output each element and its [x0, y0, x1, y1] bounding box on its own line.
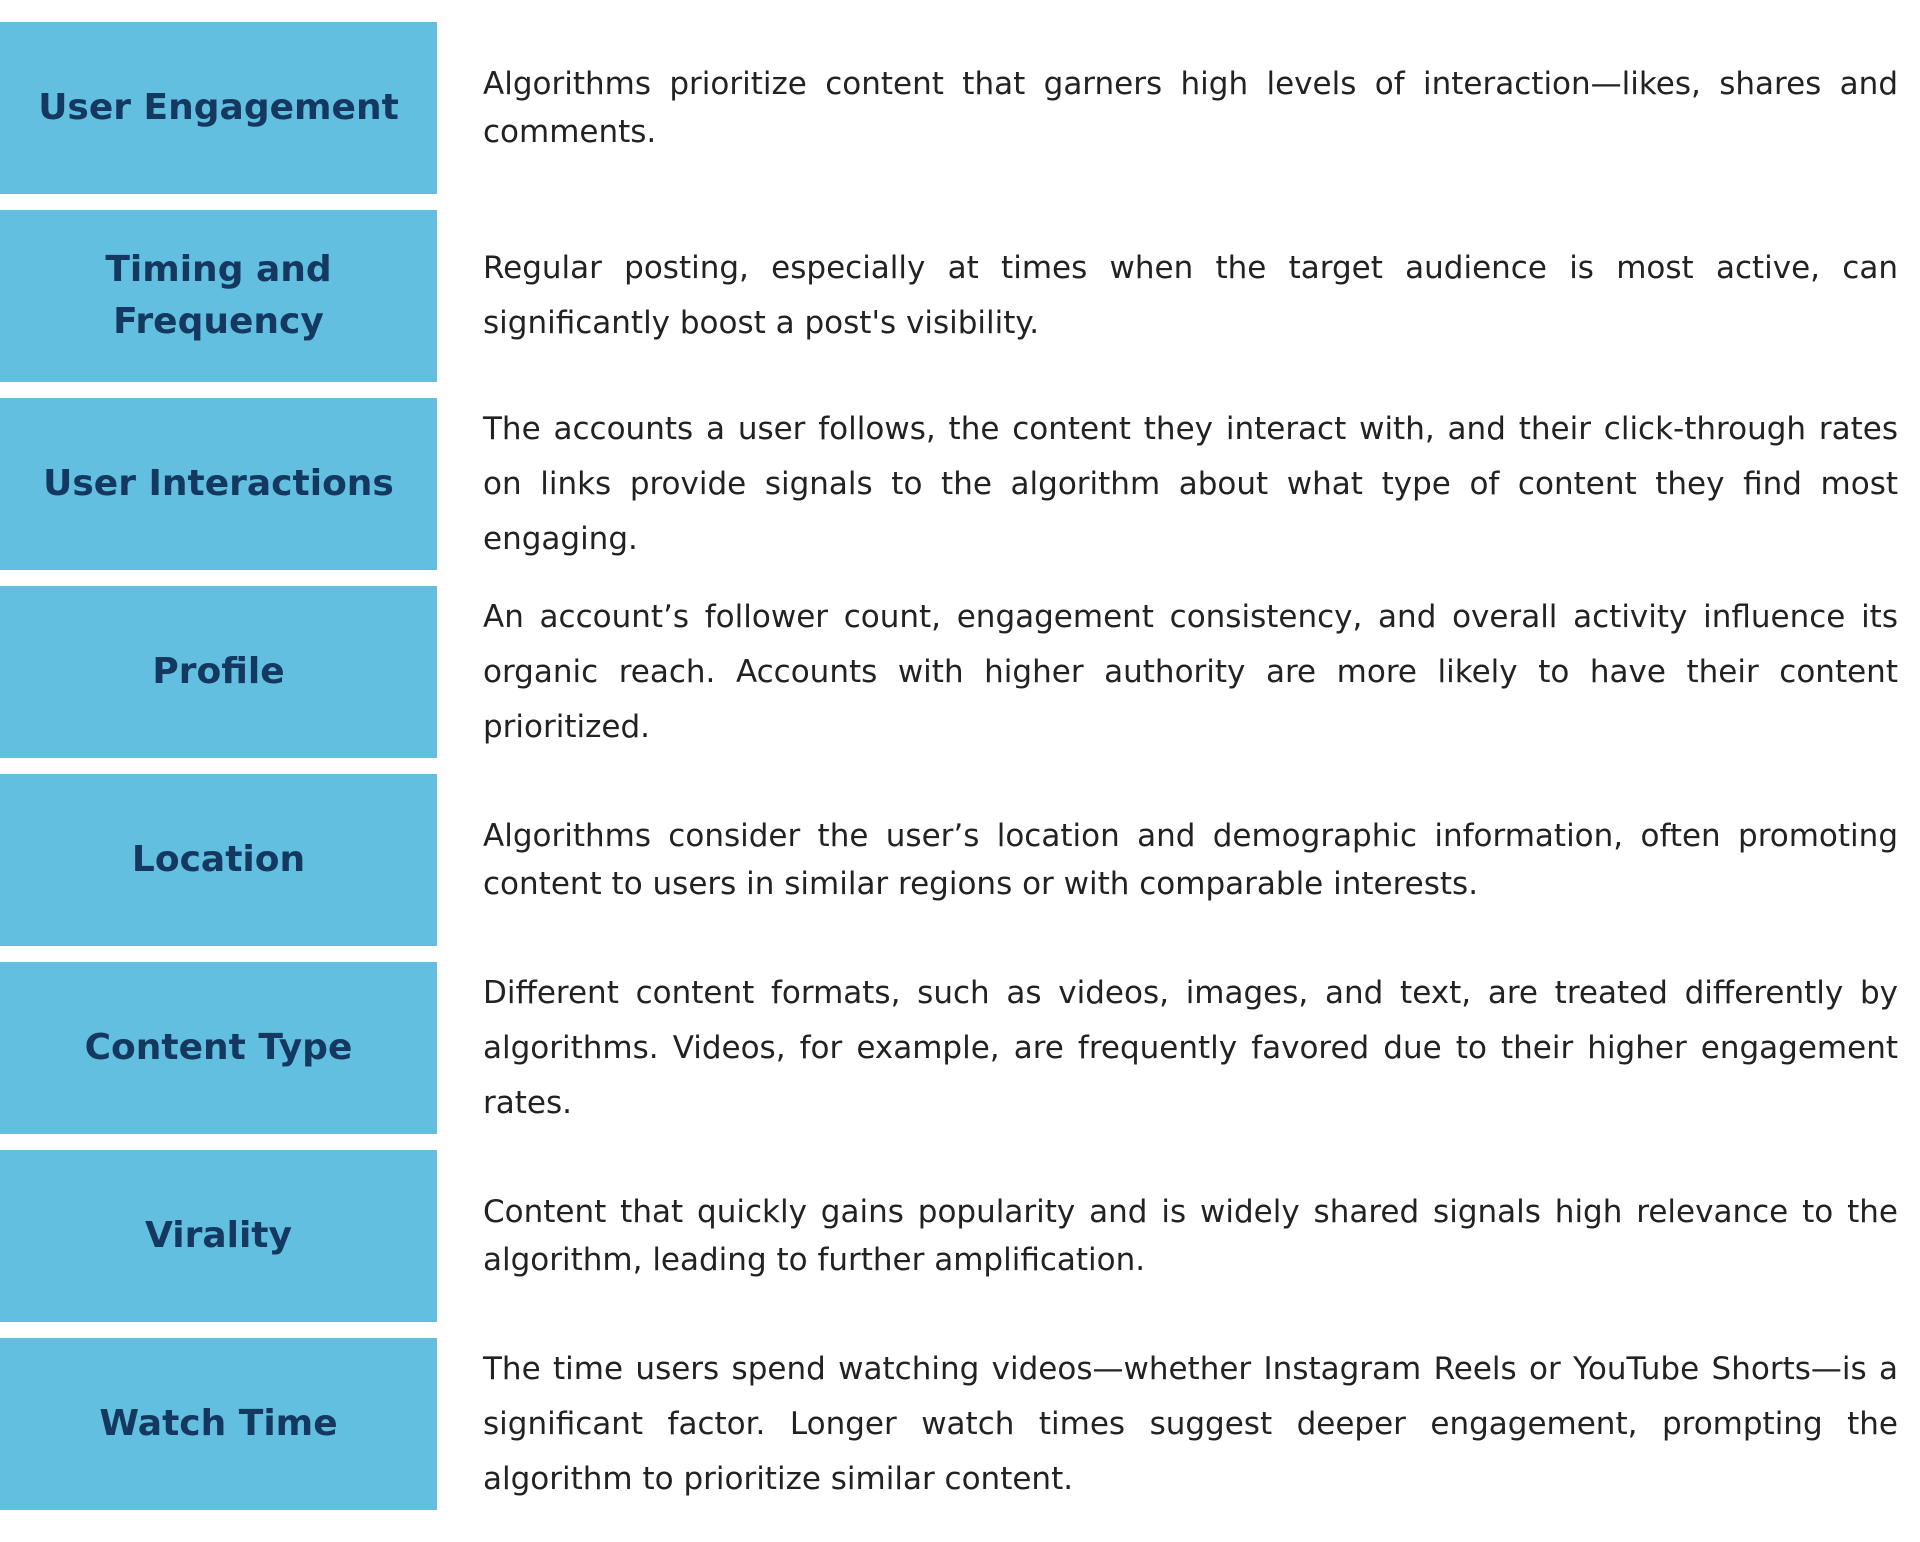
factor-label: Location — [0, 774, 437, 946]
factor-label: Profile — [0, 586, 437, 758]
factor-label: Watch Time — [0, 1338, 437, 1510]
factor-description — [483, 962, 1898, 1134]
factor-row-location — [0, 774, 1920, 946]
factor-row-profile — [0, 586, 1920, 758]
factor-description-text: An account’s follower count, engagement consistency, and overall activity influence its organic reach. Accounts with higher authority are more likely to have their content prioritized. — [483, 598, 1898, 745]
factor-row-watch-time — [0, 1338, 1920, 1510]
factor-row-content-type — [0, 962, 1920, 1134]
factor-description — [483, 210, 1898, 382]
factor-row-timing-frequency — [0, 210, 1920, 382]
factor-label: Content Type — [0, 962, 437, 1134]
factor-label: User Engagement — [0, 22, 437, 194]
factor-description-text: Content that quickly gains popularity and is widely shared signals high relevance to the algorithm, leading to further amplification. — [483, 1194, 1898, 1278]
factor-description-text: Regular posting, especially at times when the target audience is most active, can significantly boost a post's visibility. — [483, 250, 1898, 341]
factor-description — [483, 1150, 1898, 1322]
factor-description — [483, 586, 1898, 758]
factor-description-text: Algorithms prioritize content that garners high levels of interaction—likes, shares and comments. — [483, 66, 1898, 150]
factor-row-user-engagement — [0, 22, 1920, 194]
factor-row-virality — [0, 1150, 1920, 1322]
factor-description-text: Different content formats, such as videos, images, and text, are treated differently by algorithms. Videos, for example, are frequently favored due to their higher engagement rates. — [483, 974, 1898, 1121]
factor-description-text: The time users spend watching videos—whether Instagram Reels or YouTube Shorts—is a significant factor. Longer watch times suggest deeper engagement, prompting the algorithm to prioritize similar content. — [483, 1350, 1898, 1497]
factor-description-text: The accounts a user follows, the content they interact with, and their click-through rates on links provide signals to the algorithm about what type of content they find most engaging. — [483, 410, 1898, 557]
factor-description — [483, 1338, 1898, 1510]
factor-description — [483, 22, 1898, 194]
factor-description — [483, 398, 1898, 570]
factor-description — [483, 774, 1898, 946]
factor-label: User Interactions — [0, 398, 437, 570]
factor-description-text: Algorithms consider the user’s location and demographic information, often promoting content to users in similar regions or with comparable interests. — [483, 818, 1898, 902]
factor-label: Timing and Frequency — [0, 210, 437, 382]
factor-label: Virality — [0, 1150, 437, 1322]
factor-row-user-interactions — [0, 398, 1920, 570]
